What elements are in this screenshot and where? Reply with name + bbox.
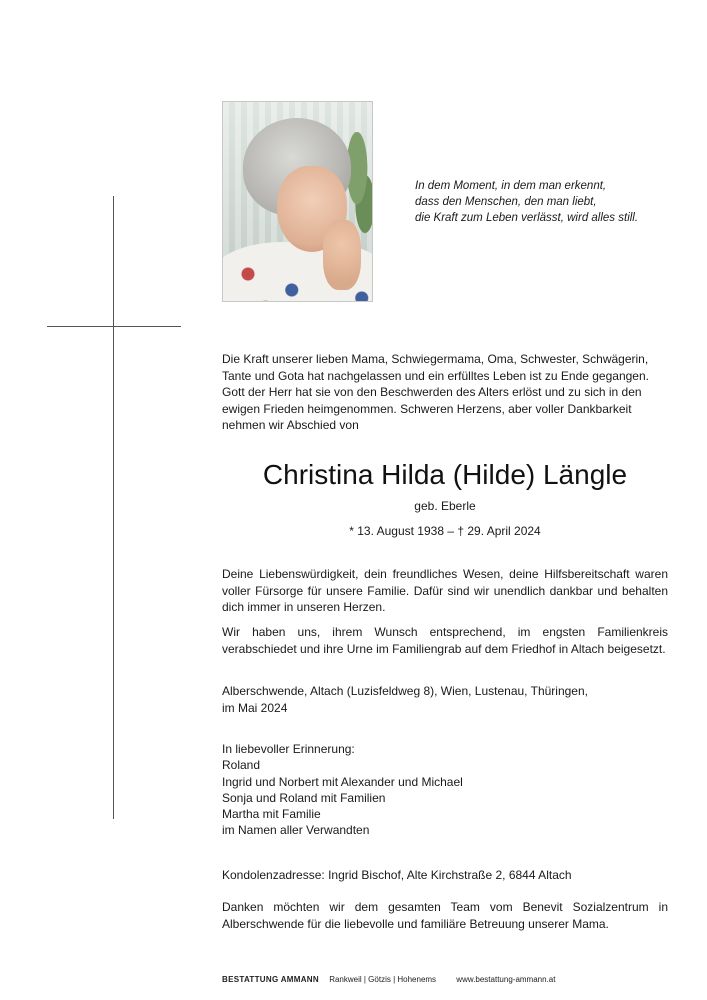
maiden-name: geb. Eberle [414,499,476,513]
footer [222,975,555,985]
thanks-paragraph: Danken möchten wir dem gesamten Team vom Benevit Sozialzentrum in Alberschwende für die liebevolle und familiäre Betreuung unserer Mama. [222,900,668,931]
place-line: Alberschwende, Altach (Luzisfeldweg 8), Wien, Lustenau, Thüringen, [222,684,588,698]
photo-hand [323,220,361,290]
footer-brand: BESTATTUNG AMMANN [222,975,319,984]
portrait-photo [222,101,373,302]
footer-locations: Rankweil | Götzis | Hohenems [329,975,437,984]
intro-text: Die Kraft unserer lieben Mama, Schwiegermama, Oma, Schwester, Schwägerin, Tante und Gota hat nachgelassen und ein erfülltes Leben ist zu Ende gegangen. Gott der Herr hat sie von den Beschwerden des Alters erlöst und zu sich in den ewigen Frieden heimgenommen. Schweren Herzens, aber voller Dankbarkeit nehmen wir Abschied von [222,352,649,433]
mourners-list [222,741,668,839]
cross-horizontal-bar [47,326,181,327]
mourner-entry: im Namen aller Verwandten [222,823,370,838]
condolence-address: Kondolenzadresse: Ingrid Bischof, Alte Kirchstraße 2, 6844 Altach [222,868,572,882]
quote-line: die Kraft zum Leben verlässt, wird alles still. [415,212,639,224]
mourners-heading: In liebevoller Erinnerung: [222,742,355,756]
date-line: im Mai 2024 [222,700,288,715]
cross-vertical-bar [113,196,114,819]
deceased-name: Christina Hilda (Hilde) Längle [262,459,628,490]
memorial-quote [415,178,675,226]
mourner-entry: Martha mit Familie [222,807,321,822]
mourner-entry: Sonja und Roland mit Familien [222,790,386,805]
place-and-date [222,683,668,716]
life-dates: * 13. August 1938 – † 29. April 2024 [349,524,541,538]
quote-line: dass den Menschen, den man liebt, [415,196,597,208]
footer-website[interactable]: www.bestattung-ammann.at [456,975,556,984]
mourner-entry: Roland [222,758,261,773]
mourner-entry: Ingrid und Norbert mit Alexander und Michael [222,774,463,789]
quote-line: In dem Moment, in dem man erkennt, [415,180,607,192]
burial-paragraph: Wir haben uns, ihrem Wunsch entsprechend, im engsten Familienkreis verabschiedet und ihre Urne im Familiengrab auf dem Friedhof in Altach beigesetzt. [222,625,668,656]
tribute-paragraph: Deine Liebenswürdigkeit, dein freundliches Wesen, deine Hilfsbereitschaft waren voller Fürsorge für unsere Familie. Dafür sind wir unendlich dankbar und behalten dich immer in unseren Herzen. [222,567,668,615]
